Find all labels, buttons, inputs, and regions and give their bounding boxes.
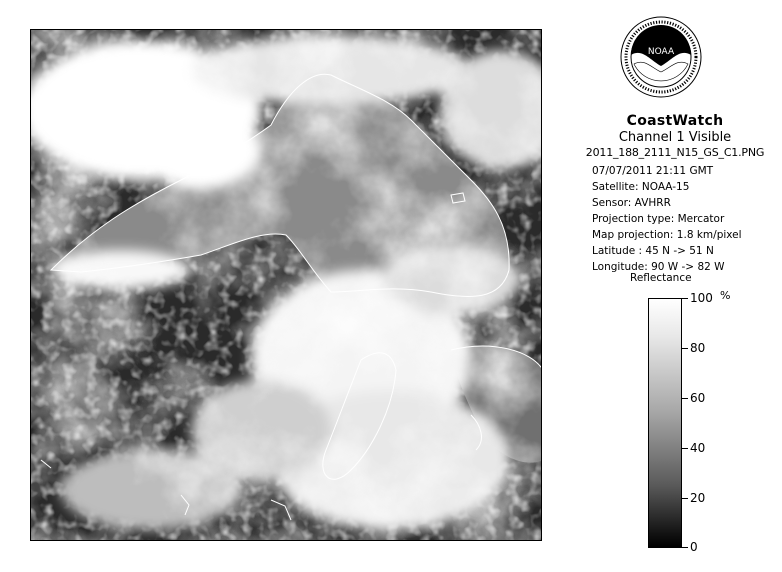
sensor-label: Sensor: AVHRR [592,197,671,209]
colorbar-tick [682,398,688,399]
colorbar-tick [682,498,688,499]
filename-label: 2011_188_2111_N15_GS_C1.PNG [585,146,765,159]
colorbar-tick-label: 80 [690,341,706,355]
colorbar-tick-label: 60 [690,391,706,405]
noaa-emblem [620,16,702,98]
cloud-texture [31,30,542,541]
colorbar-tick [682,348,688,349]
colorbar-tick [682,547,688,548]
longitude-label: Longitude: 90 W -> 82 W [592,261,725,273]
colorbar-tick-label: 0 [690,540,698,554]
datetime-label: 07/07/2011 21:11 GMT [592,165,714,177]
satellite-image [30,29,542,541]
app-title: CoastWatch [626,113,724,129]
colorbar-tick-label: 20 [690,491,706,505]
noaa-logo [620,16,702,98]
latitude-label: Latitude : 45 N -> 51 N [592,245,714,257]
channel-label: Channel 1 Visible [618,130,732,145]
colorbar-title: Reflectance [630,272,692,284]
colorbar-tick-label: 100 [690,291,713,305]
map-projection-label: Map projection: 1.8 km/pixel [592,229,742,241]
noaa-logo-text: NOAA [647,47,675,57]
projection-type-label: Projection type: Mercator [592,213,725,225]
colorbar-tick [682,448,688,449]
reflectance-colorbar [648,298,682,548]
colorbar-tick-label: 40 [690,441,706,455]
satellite-label: Satellite: NOAA-15 [592,181,690,193]
colorbar-unit: % [720,289,731,302]
satellite-scene [31,30,542,541]
colorbar-tick [682,298,688,299]
